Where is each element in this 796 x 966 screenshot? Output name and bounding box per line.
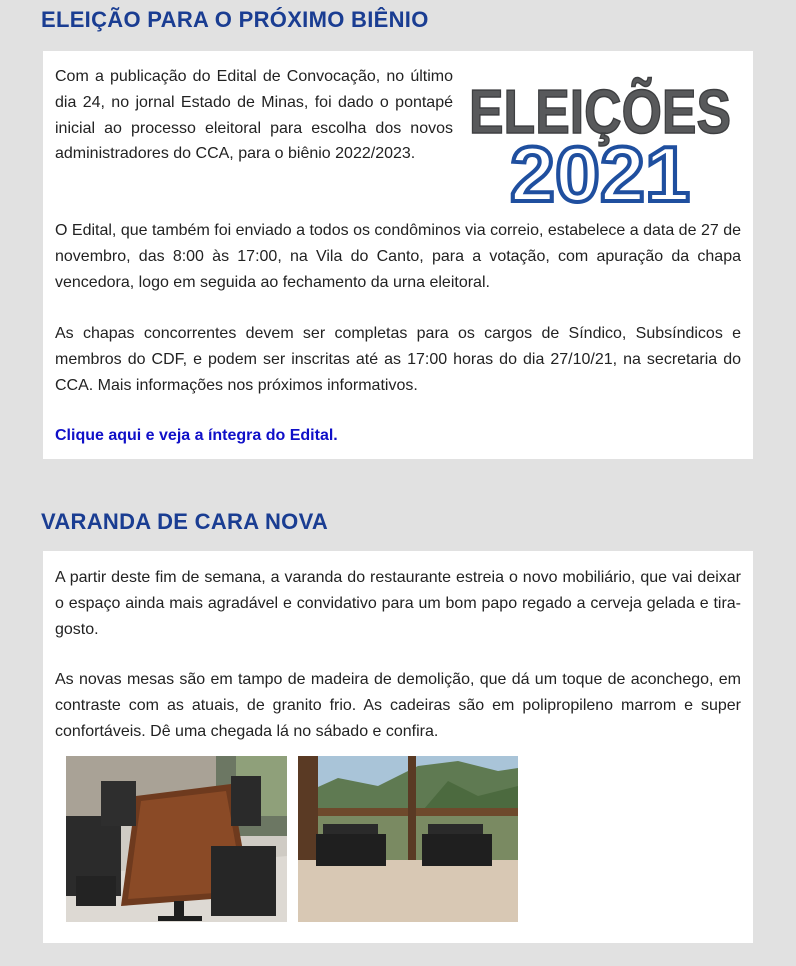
edital-link[interactable]: Clique aqui e veja a íntegra do Edital. — [55, 427, 338, 444]
logo-text-eleicoes: ELEIÇÕES — [469, 78, 731, 147]
section-title-eleicao: ELEIÇÃO PARA O PRÓXIMO BIÊNIO — [41, 7, 429, 32]
varanda-paragraph-1: A partir deste fim de semana, a varanda do restaurante estreia o novo mobiliário, que vai deixar o espaço ainda mais agradável e convidativo para um bom papo regado a cerveja gelada e tira-gosto. — [55, 569, 741, 638]
eleicao-paragraph-3: As chapas concorrentes devem ser completas para os cargos de Síndico, Subsíndicos e membros do CDF, e podem ser inscritas até as 17:00 horas do dia 27/10/21, na secretaria do CCA. Mais informações nos próximos informativos. — [55, 325, 741, 394]
varanda-card — [43, 551, 753, 943]
eleicao-paragraph-1: Com a publicação do Edital de Convocação, no último dia 24, no jornal Estado de Minas, foi dado o pontapé inicial ao processo eleitoral para escolha dos novos administradores do CCA, para o biênio 2022/2023. — [55, 68, 453, 163]
veranda-mountain-view-photo — [298, 756, 518, 922]
veranda-wood-table-photo — [66, 756, 287, 922]
logo-text-2021: 2021 — [510, 130, 690, 218]
section-title-varanda: VARANDA DE CARA NOVA — [41, 509, 329, 534]
eleicao-paragraph-2: O Edital, que também foi enviado a todos os condôminos via correio, estabelece a data de 27 de novembro, das 8:00 às 17:00, na Vila do Canto, para a votação, com apuração da chapa vencedora, logo em seguida ao fechamento da urna eleitoral. — [55, 222, 741, 291]
varanda-paragraph-2: As novas mesas são em tampo de madeira de demolição, que dá um toque de aconchego, em contraste com as atuais, de granito frio. As cadeiras são em polipropileno marrom e super confortáveis. Dê uma chegada lá no sábado e confira. — [55, 671, 741, 740]
eleicoes-2021-logo — [465, 75, 735, 218]
eleicao-card — [43, 51, 753, 459]
